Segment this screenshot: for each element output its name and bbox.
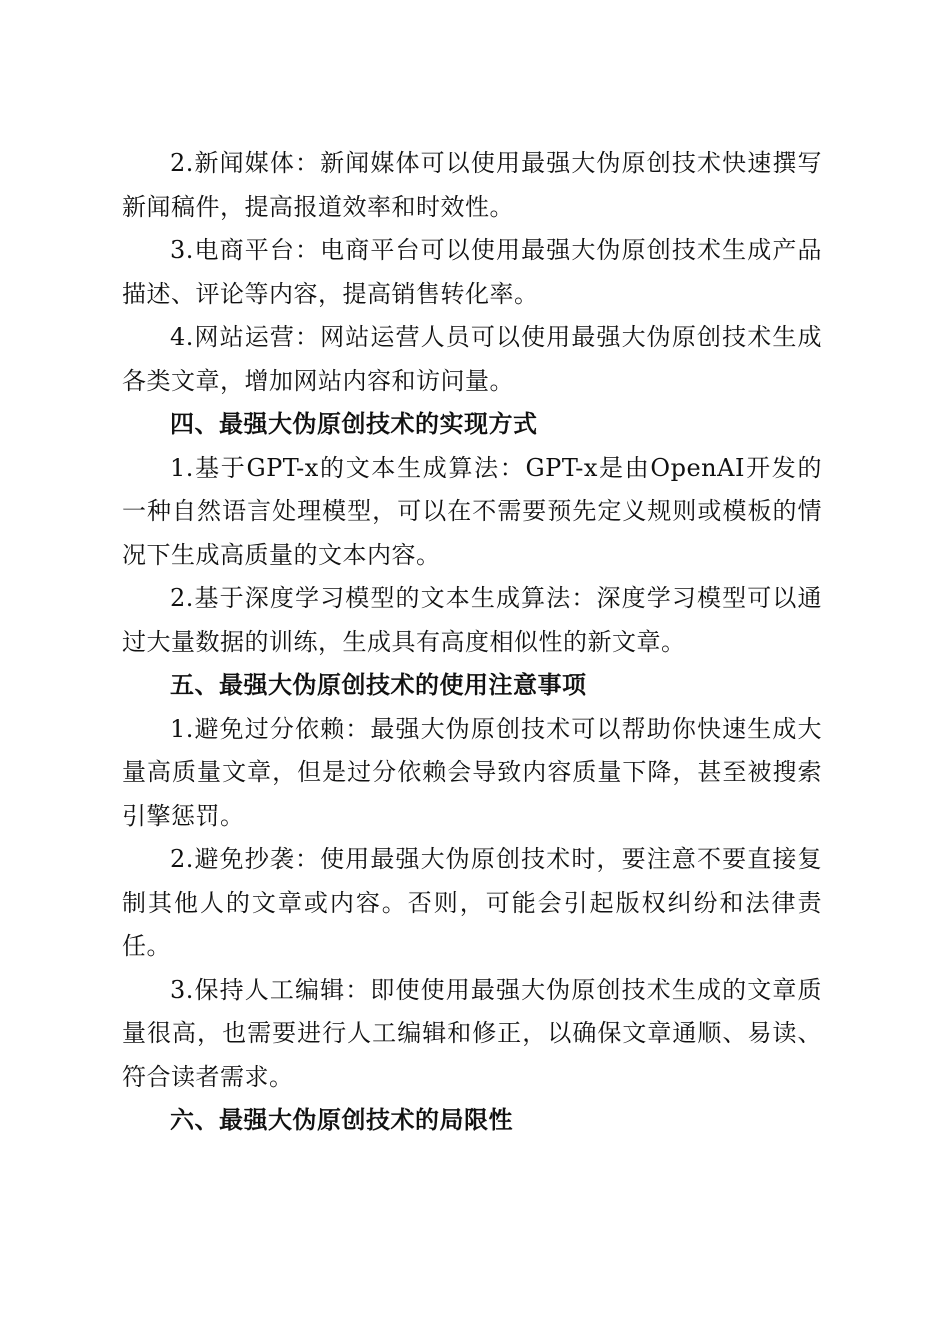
document-body (122, 142, 822, 1143)
paragraph-ecommerce: 3.电商平台：电商平台可以使用最强大伪原创技术生成产品描述、评论等内容，提高销售转化率。 (122, 236, 822, 308)
section-heading-usage-notes: 五、最强大伪原创技术的使用注意事项 (170, 671, 587, 699)
paragraph-website-operation: 4.网站运营：网站运营人员可以使用最强大伪原创技术生成各类文章，增加网站内容和访问量。 (122, 323, 822, 395)
section-heading-implementation: 四、最强大伪原创技术的实现方式 (170, 410, 538, 438)
paragraph-avoid-overreliance: 1.避免过分依赖：最强大伪原创技术可以帮助你快速生成大量高质量文章，但是过分依赖会导致内容质量下降，甚至被搜索引擎惩罚。 (122, 714, 822, 830)
paragraph-manual-editing: 3.保持人工编辑：即使使用最强大伪原创技术生成的文章质量很高，也需要进行人工编辑和修正，以确保文章通顺、易读、符合读者需求。 (122, 975, 822, 1091)
paragraph-avoid-plagiarism: 2.避免抄袭：使用最强大伪原创技术时，要注意不要直接复制其他人的文章或内容。否则，可能会引起版权纠纷和法律责任。 (122, 845, 822, 960)
paragraph-news-media: 2.新闻媒体：新闻媒体可以使用最强大伪原创技术快速撰写新闻稿件，提高报道效率和时效性。 (122, 149, 822, 221)
paragraph-deep-learning-algorithm: 2.基于深度学习模型的文本生成算法：深度学习模型可以通过大量数据的训练，生成具有高度相似性的新文章。 (122, 584, 822, 656)
paragraph-gpt-algorithm: 1.基于GPT-x的文本生成算法：GPT-x是由OpenAI开发的一种自然语言处理模型，可以在不需要预先定义规则或模板的情况下生成高质量的文本内容。 (122, 453, 822, 569)
section-heading-limitations: 六、最强大伪原创技术的局限性 (170, 1106, 513, 1134)
